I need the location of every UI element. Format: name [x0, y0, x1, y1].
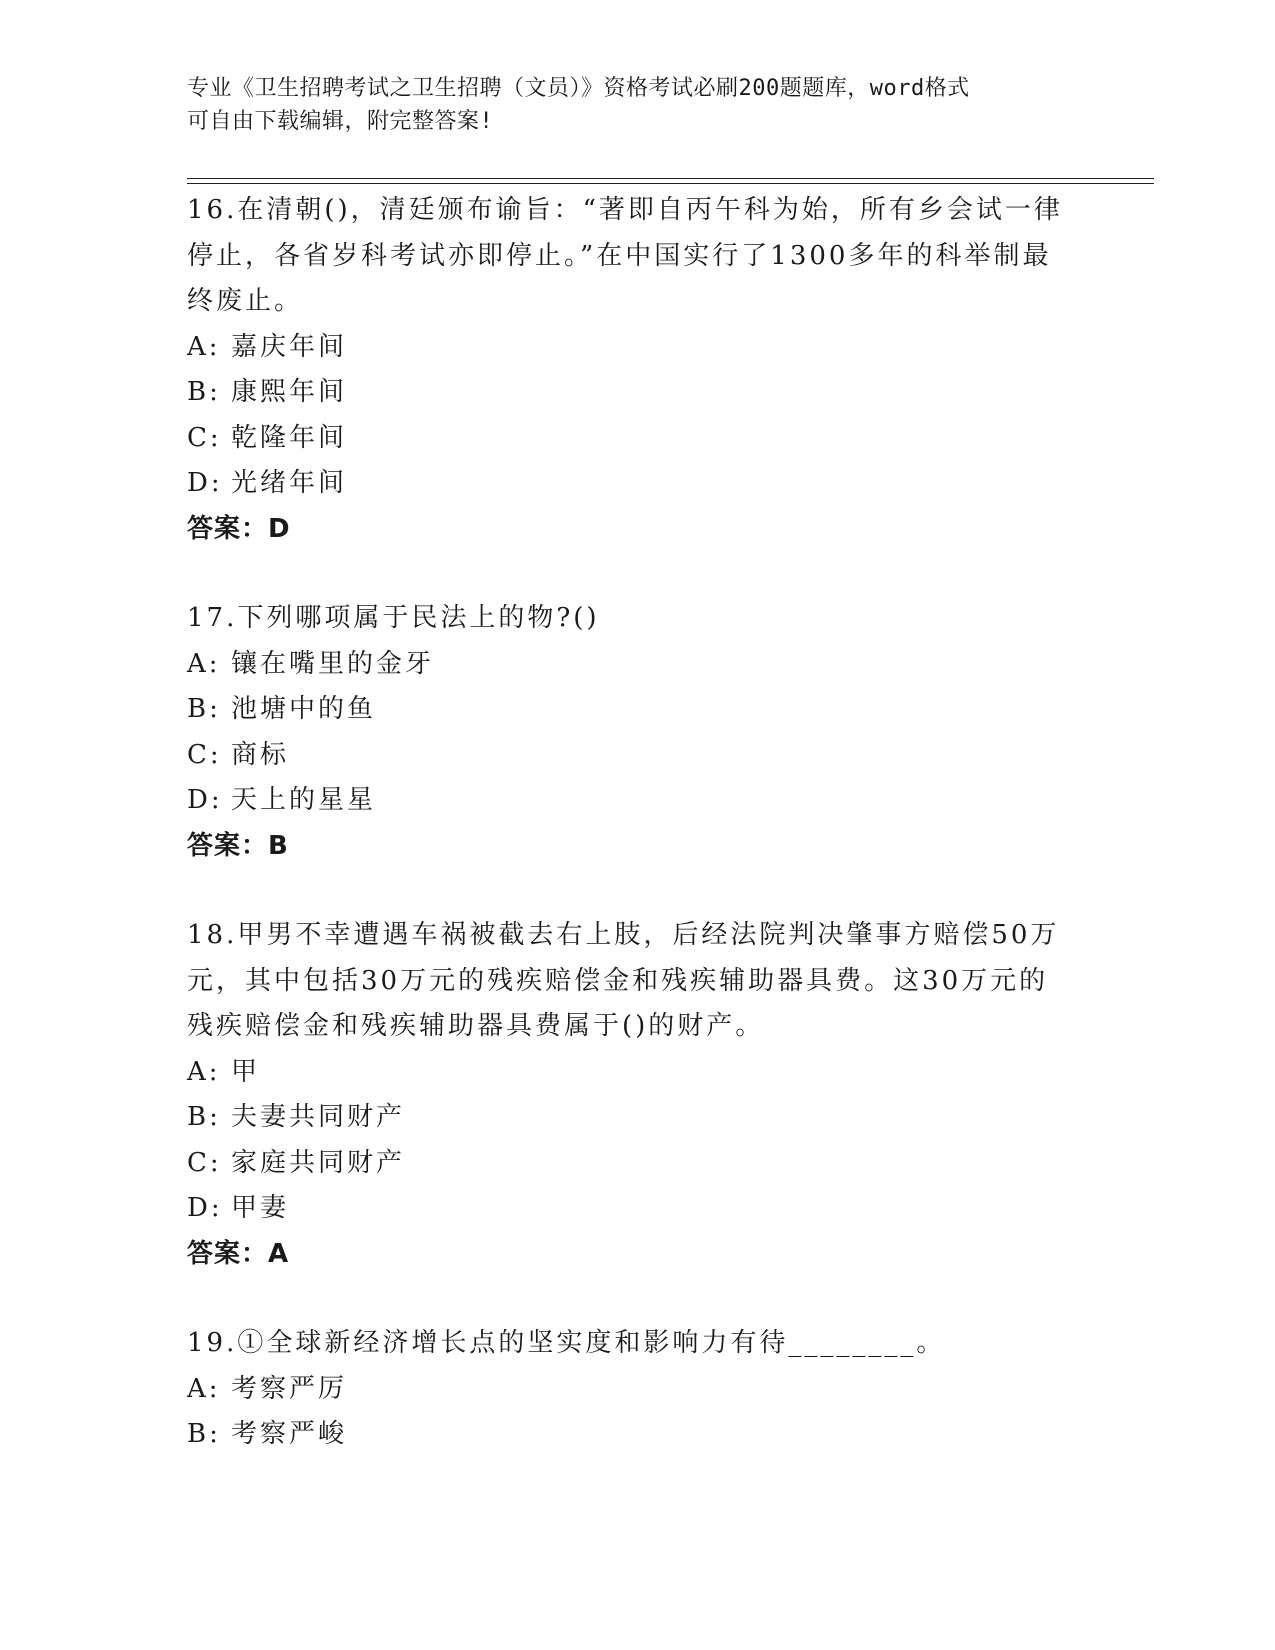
option-text: 池塘中的鱼	[231, 694, 377, 724]
question-line: 元，其中包括30万元的残疾赔偿金和残疾辅助器具费。这30万元的	[187, 965, 1049, 996]
question-16	[187, 188, 1087, 552]
option-letter: C:	[187, 1147, 222, 1178]
question-18	[187, 913, 1087, 1277]
question-line: 17.下列哪项属于民法上的物?()	[187, 603, 600, 633]
option-text: 夫妻共同财产	[231, 1102, 406, 1132]
option-letter: A:	[187, 331, 221, 362]
option-text: 嘉庆年间	[231, 331, 348, 362]
header-divider-top	[187, 178, 1154, 179]
option-letter: B:	[187, 1419, 221, 1449]
header-line-2: 可自由下载编辑，附完整答案!	[187, 109, 494, 134]
question-list	[187, 188, 1087, 1502]
option-letter: D:	[187, 785, 223, 815]
option-letter: A:	[187, 1373, 221, 1404]
option-b	[187, 687, 1087, 733]
option-letter: D:	[187, 1193, 223, 1223]
option-text: 考察严厉	[231, 1373, 348, 1404]
option-letter: B:	[187, 377, 221, 407]
header-line-1: 专业《卫生招聘考试之卫生招聘（文员）》资格考试必刷200题题库，word格式	[187, 76, 970, 101]
question-line: 16.在清朝()，清廷颁布谕旨：“著即自丙午科为始，所有乡会试一律	[187, 195, 1063, 225]
question-line: 18.甲男不幸遭遇车祸被截去右上肢，后经法院判决肇事方赔偿50万	[187, 920, 1060, 950]
question-17	[187, 596, 1087, 869]
question-19	[187, 1321, 1087, 1458]
option-letter: B:	[187, 694, 221, 724]
option-d	[187, 778, 1087, 824]
option-text: 家庭共同财产	[231, 1147, 406, 1178]
question-text	[187, 188, 1087, 325]
option-letter: C:	[187, 739, 222, 770]
option-letter: C:	[187, 422, 222, 453]
option-text: 康熙年间	[231, 377, 348, 407]
option-a	[187, 1050, 1087, 1096]
question-line: 终废止。	[187, 286, 304, 316]
option-d	[187, 461, 1087, 507]
option-b	[187, 1412, 1087, 1458]
question-line: 残疾赔偿金和残疾辅助器具费属于()的财产。	[187, 1011, 765, 1041]
option-letter: A:	[187, 648, 221, 679]
answer-line: 答案：A	[187, 1238, 290, 1269]
question-line: 19.①全球新经济增长点的坚实度和影响力有待________。	[187, 1328, 946, 1358]
option-b	[187, 370, 1087, 416]
question-line: 停止，各省岁科考试亦即停止。”在中国实行了1300多年的科举制最	[187, 240, 1052, 271]
question-text	[187, 596, 1087, 642]
option-letter: D:	[187, 468, 223, 498]
option-b	[187, 1095, 1087, 1141]
option-text: 考察严峻	[231, 1419, 348, 1449]
option-letter: B:	[187, 1102, 221, 1132]
option-a	[187, 642, 1087, 688]
option-a	[187, 325, 1087, 371]
option-text: 光绪年间	[231, 468, 348, 498]
option-text: 商标	[231, 739, 290, 770]
option-letter: A:	[187, 1056, 221, 1087]
option-c	[187, 416, 1087, 462]
document-header	[187, 72, 1067, 138]
option-c	[187, 1141, 1087, 1187]
question-text	[187, 1321, 1087, 1367]
option-text: 甲	[231, 1056, 261, 1087]
option-text: 镶在嘴里的金牙	[231, 648, 435, 679]
option-d	[187, 1186, 1087, 1232]
option-c	[187, 733, 1087, 779]
option-text: 乾隆年间	[231, 422, 348, 453]
answer-line: 答案：D	[187, 513, 291, 544]
option-text: 甲妻	[231, 1193, 290, 1223]
option-text: 天上的星星	[231, 785, 377, 815]
header-divider-bottom	[187, 183, 1154, 184]
answer-line: 答案：B	[187, 830, 289, 861]
question-text	[187, 913, 1087, 1050]
option-a	[187, 1367, 1087, 1413]
